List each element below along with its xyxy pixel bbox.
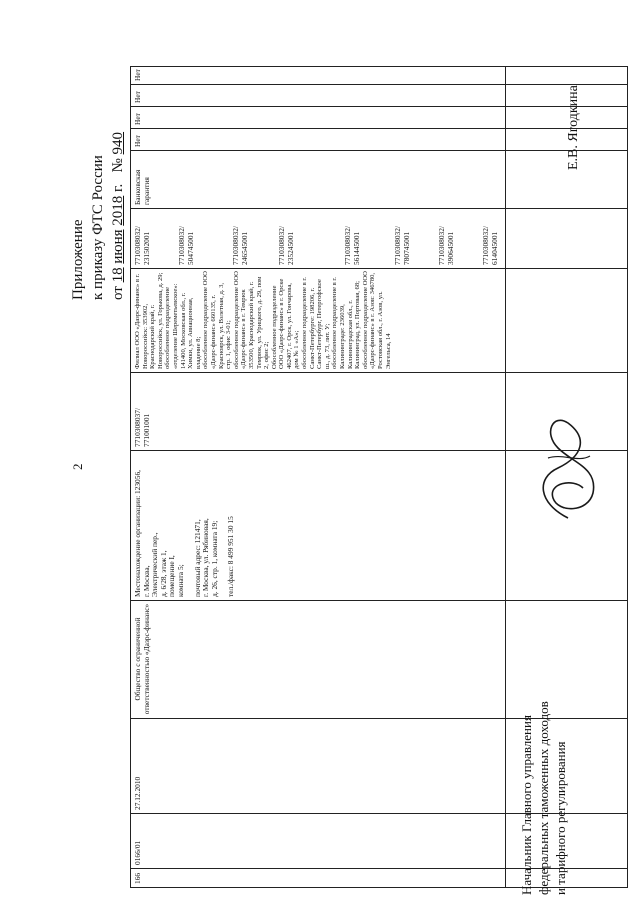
cell-kpp-3: 7710308032/ 235245001 <box>277 225 295 265</box>
row-divider <box>505 67 506 887</box>
appendix-date-line: от 18 июня 2018 г. № 940 <box>110 131 126 300</box>
cell-org-name: Общество с ограниченной ответственностью «Дазрс-финанс» <box>133 603 151 715</box>
signature <box>528 408 608 528</box>
appendix-year: 2018 <box>110 195 126 226</box>
cell-flag-3: Нет <box>133 91 142 103</box>
appendix-order-ref: к приказу ФТС России <box>90 155 106 300</box>
cell-guarantee: Банковская гарантия <box>133 169 151 205</box>
cell-kpp-2: 7710308032/ 246545001 <box>231 225 249 265</box>
cell-flag-1: Нет <box>133 135 142 147</box>
cell-kpp-4: 7710308032/ 561445001 <box>343 225 361 265</box>
col-flag-3 <box>131 85 627 107</box>
cell-flag-4: Нет <box>133 69 142 81</box>
cell-reg-no: 0166/01 <box>133 840 142 865</box>
col-flag-4 <box>131 65 627 85</box>
col-flag-1 <box>131 129 627 151</box>
appendix-number: 940 <box>110 131 126 155</box>
appendix-month: июня <box>110 229 126 264</box>
cell-flag-2: Нет <box>133 113 142 125</box>
appendix-day: 18 <box>110 267 126 283</box>
appendix-header <box>68 132 128 300</box>
signature-stroke <box>543 420 593 518</box>
cell-kpp-1: 7710308032/ 504745001 <box>177 225 195 265</box>
cell-inn-kpp: 7710308037/ 771001001 <box>133 407 151 447</box>
cell-kpp-0: 7710308032/ 231502001 <box>133 225 151 265</box>
cell-branches: Филиал ООО «Дазрс-финанс» в г. Новороссийск: 353902, Краснодарский край, г. Новороссийск, ул. Горькова, д. 29; обособленное подразделение «отделение Шереметьевское»: 141400, Московская обл., г. Химки, ул. Авиационная, владение 8; обособленное подразделение ООО «Дазрс-финанс» 660135, г. Красноярск, ул. Взлетная, д. 3, стр. 1, офис 3-01; обособленное подразделение ООО «Дазрс-финанс» в г. Темрюк 353500, Краснодарский край, г. Темрюк, ул. Урицкого, д. 29, пом 2, офис 2; Обособленное подразделение ООО «Дазрс-финанс» в г. Орске 462407, г. Орск, ул. Гончарова, дом № 1 «А»; обособленное подразделение в г. Санкт-Петербурге: 198206, г. Санкт-Петербург, Петергофское ш., д. 73, лит. У; обособленное подразделение в г. Калининграде: 236039, Калининградская обл., г. Калининград, ул. Портовая, 68; обособленное подразделение ООО «Дазрс-финанс» в г. Азов: 346780, Ростовская обл., г. Азов, ул. Энгельса, 14 <box>134 271 392 369</box>
cell-kpp-6: 7710308032/ 390645001 <box>437 225 455 265</box>
appendix-title: Приложение <box>70 219 86 300</box>
cell-kpp-7: 7710308032/ 614045001 <box>481 225 499 265</box>
signatory-position: Начальник Главного управления федеральных таможенных доходов и тарифного регулирования <box>519 701 568 895</box>
cell-date: 27.12.2010 <box>133 776 142 810</box>
col-branch-kpp <box>131 209 627 269</box>
cell-num: 166 <box>133 872 142 884</box>
col-flag-2 <box>131 107 627 129</box>
page-number: 2 <box>70 463 85 470</box>
cell-location: Местонахождение организации: 123056, г. Москва, Электрический пер., д. 6/28, этаж 1, помещение I, комната 5; почтовый адрес: 121471, г. Москва, ул. Рябиновая, д. 26, стр. 1, комната 19; тел./факс: 8 499 951 30 15 <box>133 470 236 597</box>
col-branches <box>131 269 627 373</box>
cell-kpp-5: 7710308032/ 780745001 <box>393 225 411 265</box>
col-guarantee <box>131 151 627 209</box>
signer-name: Е.В. Ягодкина <box>566 85 581 170</box>
